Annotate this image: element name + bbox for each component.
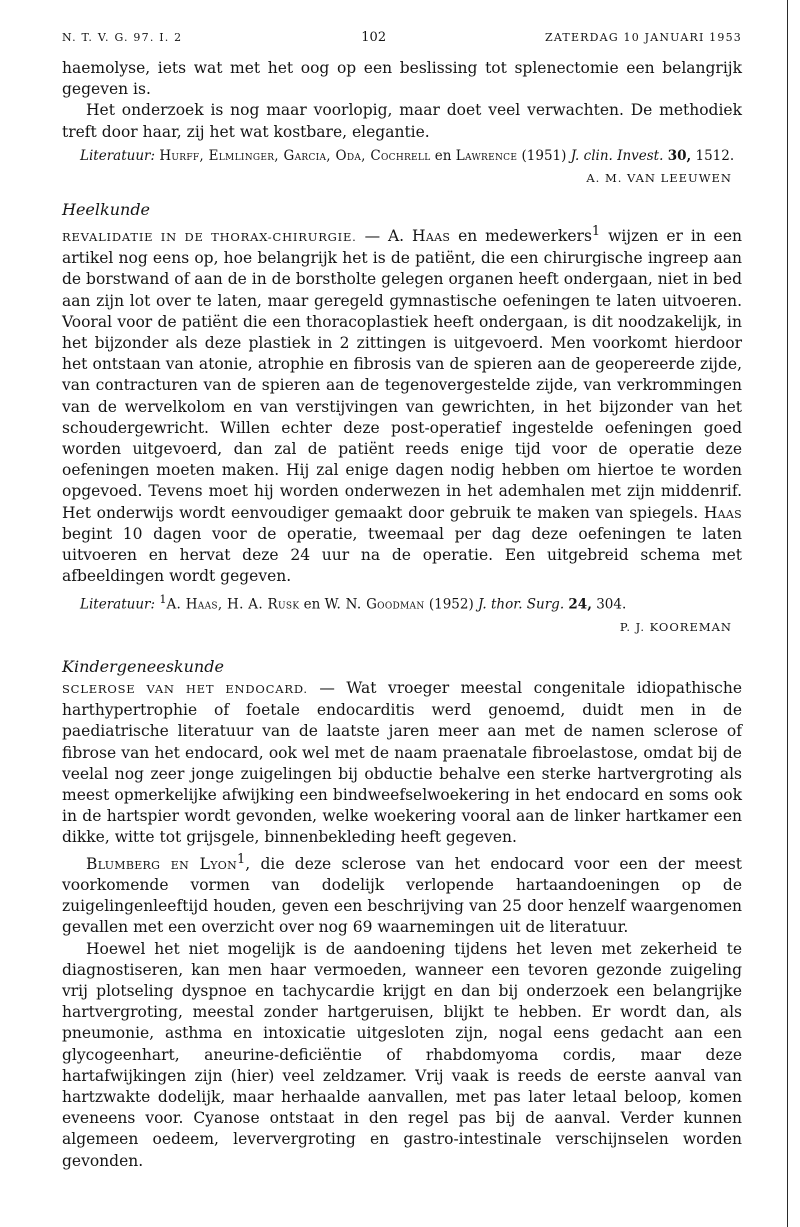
footnote-marker: 1 — [159, 593, 167, 607]
article-title-revalidatie: REVALIDATIE IN DE THORAX-CHIRURGIE. — [62, 229, 357, 244]
body-text: wijzen er in een artikel nog eens op, hoe belangrijk het is de patiënt, die een chirurgische ingreep aan de borstwand of aan de in de borstholte gelegen organen heeft ondergaan, niet in bed aan zijn lot over te laten, maar geregeld gymnastische oefeningen te laten uitvoeren. Vooral voor de patiënt die een thoracoplastiek heeft ondergaan, is dit noodzakelijk, in het bijzonder als deze plastiek in 2 zittingen is uitgevoerd. Men voorkomt hierdoor het ontstaan van atonie, atrophie en fibrosis van de spieren aan de geopereerde zijde, van contracturen van de spieren aan de tegenovergestelde zijde, van verkrommingen van de wervelkolom en van verstijvingen van gewrichten, in het bijzonder van het schoudergewricht. Willen echter deze post-operatief ingestelde oefeningen goed worden uitgevoerd, dan zal de patiënt reeds enige tijd voor de operatie deze oefeningen moeten maken. Hij zal enige dagen nodig hebben om hiertoe te worden opgevoed. Tevens moet hij worden onderwezen in het ademhalen met zijn middenrif. Het onderwijs wordt eenvoudiger gemaakt door gebruik te maken van spiegels. — [62, 226, 743, 522]
section-heading-heelkunde: Heelkunde — [62, 199, 151, 219]
journal-page — [62, 30, 742, 1172]
intro-paragraph-1: haemolyse, iets wat met het oog op een beslissing tot splenectomie een belangrijk gegeven is. — [62, 59, 742, 99]
ref-page: 304. — [596, 596, 627, 613]
intro-references — [62, 147, 742, 165]
heelkunde-references — [62, 591, 742, 614]
body-text: A. — [387, 226, 405, 245]
intro-author: A. M. VAN LEEUWEN — [586, 170, 732, 185]
ref-page: 1512. — [695, 147, 735, 164]
footnote-marker: 1 — [237, 851, 246, 867]
heelkunde-paragraph — [62, 221, 742, 588]
kinder-paragraph-1 — [62, 678, 742, 849]
ref-year: (1952) — [428, 596, 474, 613]
ref-journal: J. thor. Surg. — [478, 596, 565, 613]
ref-label: Literatuur: — [80, 596, 156, 613]
body-text: en medewerkers — [458, 226, 592, 245]
journal-reference: N. T. V. G. 97. I. 2 — [62, 31, 183, 44]
ref-and: en — [434, 147, 452, 164]
author-name-haas: Haas — [703, 503, 742, 522]
footnote-marker: 1 — [591, 223, 601, 239]
ref-authors: A. Haas, H. A. Rusk — [166, 596, 300, 613]
heelkunde-author: P. J. KOOREMAN — [619, 619, 732, 634]
ref-authors: Hurff, Elmlinger, Garcia, Oda, Cochrell — [159, 147, 431, 164]
kinder-paragraph-3: Hoewel het niet mogelijk is de aandoening tijdens het leven met zekerheid te diagnostiseren, kan men haar vermoeden, wanneer een tevoren gezonde zuigeling vrij plotseling dyspnoe en tachycardie krijgt en dan bij onderzoek een belangrijke hartvergroting, meestal zonder hartgeruisen, blijkt te hebben. Er wordt dan, als pneumonie, asthma en intoxicatie uitgesloten zijn, nogal eens gedacht aan een glycogeenhart, aneurine-deficiëntie of rhabdomyoma cordis, maar deze hartafwijkingen zijn (hier) veel zeldzamer. Vrij vaak is reeds de eerste aanval van hartzwakte dodelijk, maar herhaalde aanvallen, met pas later letaal beloop, komen eveneens voor. Cyanose ontstaat in den regel pas bij de aanval. Verder kunnen algemeen oedeem, leververgroting en gastro-intestinale verschijnselen worden gevonden. — [62, 939, 742, 1170]
kinder-paragraph-2 — [62, 849, 742, 939]
body-text: Wat vroeger meestal congenitale idiopathische harthypertrophie of foetale endocarditis werd genoemd, duidt men in de paediatrische literatuur van de laatste jaren meer aan met de namen sclerose of fibrose van het endocard, ook wel met de naam praenatale fibroelastose, omdat bij de veelal nog zeer jonge zuigelingen bij obductie behalve een sterke hartvergroting als meest opmerkelijke afwijking een bindweefselwoekering in het endocard en soms ook in de hartspier wordt gevonden, welke woekering vooral aan de linker hartkamer een dikke, witte tot grijsgele, binnenbekleding heeft gegeven. — [62, 678, 743, 847]
title-dash: — — [364, 226, 381, 245]
ref-volume: 24, — [568, 596, 592, 613]
body-text: begint 10 dagen voor de operatie, tweemaal per dag deze oefeningen te laten uitvoeren en hervat deze 24 uur na de operatie. Een uitgebreid schema met afbeeldingen wordt gegeven. — [62, 524, 742, 586]
page-edge-rule — [787, 0, 788, 1227]
issue-date: ZATERDAG 10 JANUARI 1953 — [545, 31, 742, 44]
page-number: 102 — [361, 30, 387, 45]
running-header — [62, 30, 742, 50]
ref-volume: 30, — [667, 147, 692, 164]
author-name-haas: Haas — [412, 226, 451, 245]
section-heading-kindergeneeskunde: Kindergeneeskunde — [62, 656, 224, 676]
intro-paragraph-2: Het onderzoek is nog maar voorlopig, maar doet veel verwachten. De methodiek treft door haar, zij het wat kostbare, elegantie. — [62, 101, 742, 141]
ref-and: en — [303, 596, 321, 613]
title-dash: — — [319, 678, 335, 697]
ref-last-author: Lawrence — [455, 147, 518, 164]
author-names: Blumberg en Lyon — [86, 854, 238, 873]
body-text: , die deze sclerose van het endocard voor een der meest voorkomende vormen van dodelijk verlopende hartaandoeningen op de zuigelingenleeftijd houden, geven een beschrijving van 25 door henzelf waargenomen gevallen met een overzicht over nog 69 waarnemingen uit de literatuur. — [62, 854, 742, 937]
ref-year: (1951) — [521, 147, 567, 164]
ref-journal: J. clin. Invest. — [570, 147, 664, 164]
ref-last-author: W. N. Goodman — [324, 596, 425, 613]
article-title-sclerose: SCLEROSE VAN HET ENDOCARD. — [62, 681, 308, 696]
ref-label: Literatuur: — [80, 147, 156, 164]
